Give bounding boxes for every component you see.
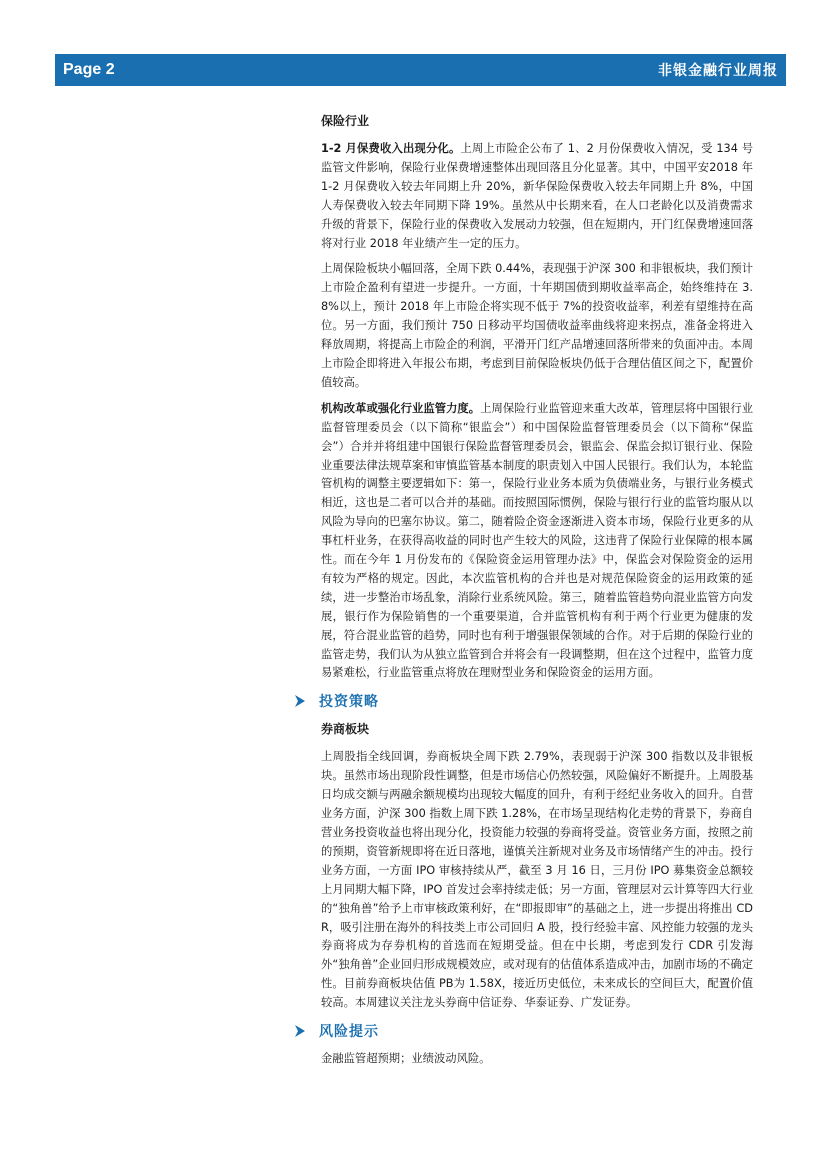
insurance-p1-lead: 1-2 月保费收入出现分化。 xyxy=(321,142,461,155)
strategy-section-title: 投资策略 xyxy=(319,694,379,711)
insurance-paragraph-1 xyxy=(321,140,753,253)
brokerage-paragraph: 上周股指全线回调，券商板块全周下跌 2.79%，表现弱于沪深 300 指数以及非银板块。虽然市场出现阶段性调整，但是市场信心仍然较强，风险偏好不断提升。上周股基日均成交额与两融余额规模均出现较大幅度的回升，有利于经纪业务收入的回升。自营业务方面，沪深 300 指数上周下跌 1.28%，在市场呈现结构化走势的背景下，券商自营业务投资收益也将出现分化，投资能力较强的券商将受益。资管业务方面，按照之前的预期，资管新规即将在近日落地，谨慎关注新规对业务及市场情绪产生的冲击。投行业务方面，一方面 IPO 审核持续从严，截至 3 月 16 日，三月份 IPO 募集资金总额较上月同期大幅下降，IPO 首发过会率持续走低；另一方面，管理层对云计算等四大行业的“独角兽”给予上市审核政策利好，在“即报即审”的基础之上，进一步提出将推出 CDR，吸引注册在海外的科技类上市公司回归 A 股，投行经验丰富、风控能力较强的龙头券商将成为存券机构的首选而在短期受益。但在中长期，考虑到发行 CDR 引发海外“独角兽”企业回归形成规模效应，或对现有的估值体系造成冲击，加剧市场的不确定性。目前券商板块估值 PB为 1.58X，接近历史低位，未来成长的空间巨大，配置价值较高。本周建议关注龙头券商中信证券、华泰证券、广发证券。 xyxy=(321,750,753,1010)
strategy-section-header xyxy=(293,690,753,712)
insurance-p1-body: 上周上市险企公布了 1、2 月份保费收入情况，受 134 号监管文件影响，保险行业保费增速整体出现回落且分化显著。其中，中国平安2018 年 1-2 月保费收入较去年同期上升 20%，新华保险保费收入较去年同期上升 8%，中国人寿保费收入较去年同期下降 19%。虽然从中长期来看，在人口老龄化以及消费需求升级的背景下，保险行业的保费收入发展动力较强，但在短期内，开门红保费增速回落将对行业 2018 年业绩产生一定的压力。 xyxy=(321,142,753,250)
arrow-right-icon xyxy=(293,1024,307,1038)
risk-section-title: 风险提示 xyxy=(319,1024,379,1041)
arrow-right-icon xyxy=(293,694,307,708)
risk-section-header xyxy=(293,1020,753,1042)
insurance-p3-body: 上周保险行业监管迎来重大改革，管理层将中国银行业监督管理委员会（以下简称“银监会”）和中国保险监督管理委员会（以下简称“保监会”）合并并将组建中国银行保险监督管理委员会，银监会、保监会拟订银行业、保险业重要法律法规草案和审慎监管基本制度的职责划入中国人民银行。我们认为，本轮监管机构的调整主要逻辑如下：第一，保险行业业务本质为负债端业务，与银行业务模式相近，这也是二者可以合并的基础。而按照国际惯例，保险与银行行业的监管均服从以风险为导向的巴塞尔协议。第二，随着险企资金逐渐进入资本市场，保险行业更多的从事杠杆业务，在获得高收益的同时也产生较大的风险，这违背了保险行业保障的根本属性。而在今年 1 月份发布的《保险资金运用管理办法》中，保监会对保险资金的运用有较为严格的规定。因此，本次监管机构的合并也是对规范保险资金的运用政策的延续，进一步整治市场乱象，消除行业系统风险。第三，随着监管趋势向混业监管方向发展，银行作为保险销售的一个重要渠道，合并监管机构有利于两个行业更为健康的发展，符合混业监管的趋势，同时也有利于增强银保领域的合作。对于后期的保险行业的监管走势，我们认为从独立监管到合并将会有一段调整期，但在这个过程中，监管力度易紧难松，行业监管重点将放在理财型业务和保险资金的运用方面。 xyxy=(321,401,753,680)
insurance-paragraph-2: 上周保险板块小幅回落，全周下跌 0.44%，表现强于沪深 300 和非银板块，我们预计上市险企盈利有望进一步提升。一方面，十年期国债到期收益率高企，始终维持在 3.8%以上，预计 2018 年上市险企将实现不低于 7%的投资收益率，利差有望维持在高位。另一方面，我们预计 750 日移动平均国债收益率曲线将迎来拐点，准备金将进入释放周期，将提高上市险企的利润，平滑开门红产品增速回落所带来的负面冲击。本周上市险企即将进入年报公布期，考虑到目前保险板块仍低于合理估值区间之下，配置价值较高。 xyxy=(321,262,753,389)
main-content xyxy=(321,112,753,1076)
insurance-heading: 保险行业 xyxy=(321,114,370,128)
page-number: Page 2 xyxy=(63,61,115,78)
brokerage-heading: 券商板块 xyxy=(321,722,370,737)
insurance-p3-lead: 机构改革或强化行业监管力度。 xyxy=(321,401,481,415)
risk-paragraph: 金融监管超预期；业绩波动风险。 xyxy=(321,1052,491,1066)
page-header-bar xyxy=(55,54,786,86)
insurance-paragraph-3 xyxy=(321,400,753,684)
report-title: 非银金融行业周报 xyxy=(658,63,778,79)
